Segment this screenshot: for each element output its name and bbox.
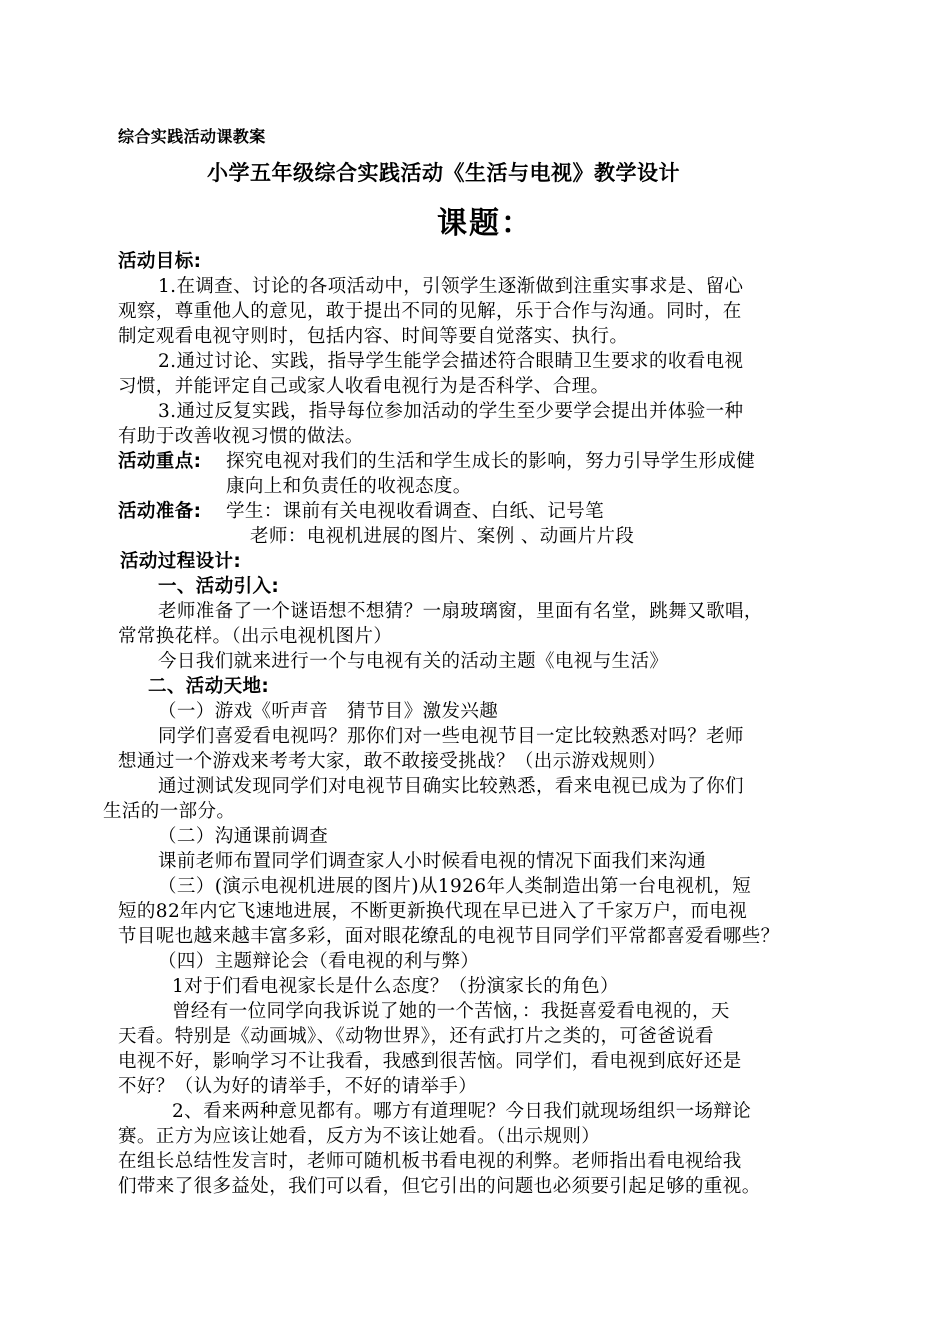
section2-line: 们带来了很多益处，我们可以看，但它引出的问题也必须要引起足够的重视。	[118, 1176, 761, 1197]
section2-line: 2、看来两种意见都有。哪方有道理呢？今日我们就现场组织一场辩论	[172, 1101, 752, 1122]
goals-line: 1.在调查、讨论的各项活动中，引领学生逐渐做到注重实事求是、留心	[158, 276, 744, 297]
section2-line: 1对于们看电视家长是什么态度？（扮演家长的角色）	[172, 976, 619, 997]
section2-line: 在组长总结性发言时，老师可随机板书看电视的利弊。老师指出看电视给我	[118, 1151, 742, 1172]
section2-heading: 二、活动天地:	[148, 676, 270, 697]
section2-line: 天看。特别是《动画城》、《动物世界》，还有武打片之类的，可爸爸说看	[118, 1026, 714, 1047]
section2-line: 生活的一部分。	[103, 801, 236, 822]
section2-line: （三）(演示电视机进展的图片)从1926年人类制造出第一台电视机，短	[158, 876, 752, 897]
section2-line: 曾经有一位同学向我诉说了她的一个苦恼，：我挺喜爱看电视的，天	[172, 1001, 730, 1022]
section2-line: 不好？（认为好的请举手，不好的请举手）	[118, 1076, 478, 1097]
document-title: 小学五年级综合实践活动《生活与电视》教学设计	[207, 161, 680, 185]
prep-heading: 活动准备:	[118, 501, 202, 522]
section2-line: 节目呢也越来越丰富多彩，面对眼花缭乱的电视节目同学们平常都喜爱看哪些？	[118, 926, 780, 947]
section2-line: （四）主题辩论会（看电视的利与弊）	[158, 951, 480, 972]
section2-line: 想通过一个游戏来考考大家，敢不敢接受挑战？（出示游戏规则）	[118, 751, 667, 772]
section1-line: 老师准备了一个谜语想不想猜？一扇玻璃窗，里面有名堂，跳舞又歌唱，	[158, 601, 763, 622]
section1-line: 今日我们就来进行一个与电视有关的活动主题《电视与生活》	[158, 651, 669, 672]
section2-line: 电视不好，影响学习不让我看，我感到很苦恼。同学们，看电视到底好还是	[118, 1051, 742, 1072]
goals-line: 3.通过反复实践，指导每位参加活动的学生至少要学会提出并体验一种	[158, 401, 744, 422]
section2-line: （一）游戏《听声音 猜节目》激发兴趣	[158, 701, 499, 722]
focus-line: 探究电视对我们的生活和学生成长的影响，努力引导学生形成健	[226, 451, 756, 472]
header-label: 综合实践活动课教案	[118, 127, 266, 146]
goals-line: 制定观看电视守则时，包括内容、时间等要自觉落实、执行。	[118, 326, 629, 347]
prep-line: 学生：课前有关电视收看调查、白纸、记号笔	[226, 501, 605, 522]
goals-heading: 活动目标:	[118, 251, 202, 272]
goals-line: 观察，尊重他人的意见，敢于提出不同的见解，乐于合作与沟通。同时，在	[118, 301, 742, 322]
topic-label: 课题：	[437, 206, 533, 241]
goals-line: 2.通过讨论、实践，指导学生能学会描述符合眼睛卫生要求的收看电视	[158, 351, 744, 372]
focus-line: 康向上和负责任的收视态度。	[226, 476, 472, 497]
goals-line: 习惯，并能评定自己或家人收看电视行为是否科学、合理。	[118, 376, 610, 397]
section2-line: 赛。正方为应该让她看，反方为不该让她看。（出示规则）	[118, 1126, 601, 1147]
section1-line: 常常换花样。（出示电视机图片）	[118, 626, 393, 647]
section1-heading: 一、活动引入:	[158, 576, 280, 597]
prep-line: 老师：电视机进展的图片、案例 、动画片片段	[250, 526, 635, 547]
section2-line: 短的82年内它飞速地进展，不断更新换代现在早已进入了千家万户，而电视	[118, 901, 748, 922]
section2-line: 同学们喜爱看电视吗？那你们对一些电视节目一定比较熟悉对吗？老师	[158, 726, 744, 747]
focus-heading: 活动重点:	[118, 451, 202, 472]
section2-line: （二）沟通课前调查	[158, 826, 329, 847]
section2-line: 课前老师布置同学们调查家人小时候看电视的情况下面我们来沟通	[158, 851, 707, 872]
process-heading: 活动过程设计:	[120, 551, 242, 572]
section2-line: 通过测试发现同学们对电视节目确实比较熟悉，看来电视已成为了你们	[158, 776, 744, 797]
goals-line: 有助于改善收视习惯的做法。	[118, 426, 364, 447]
